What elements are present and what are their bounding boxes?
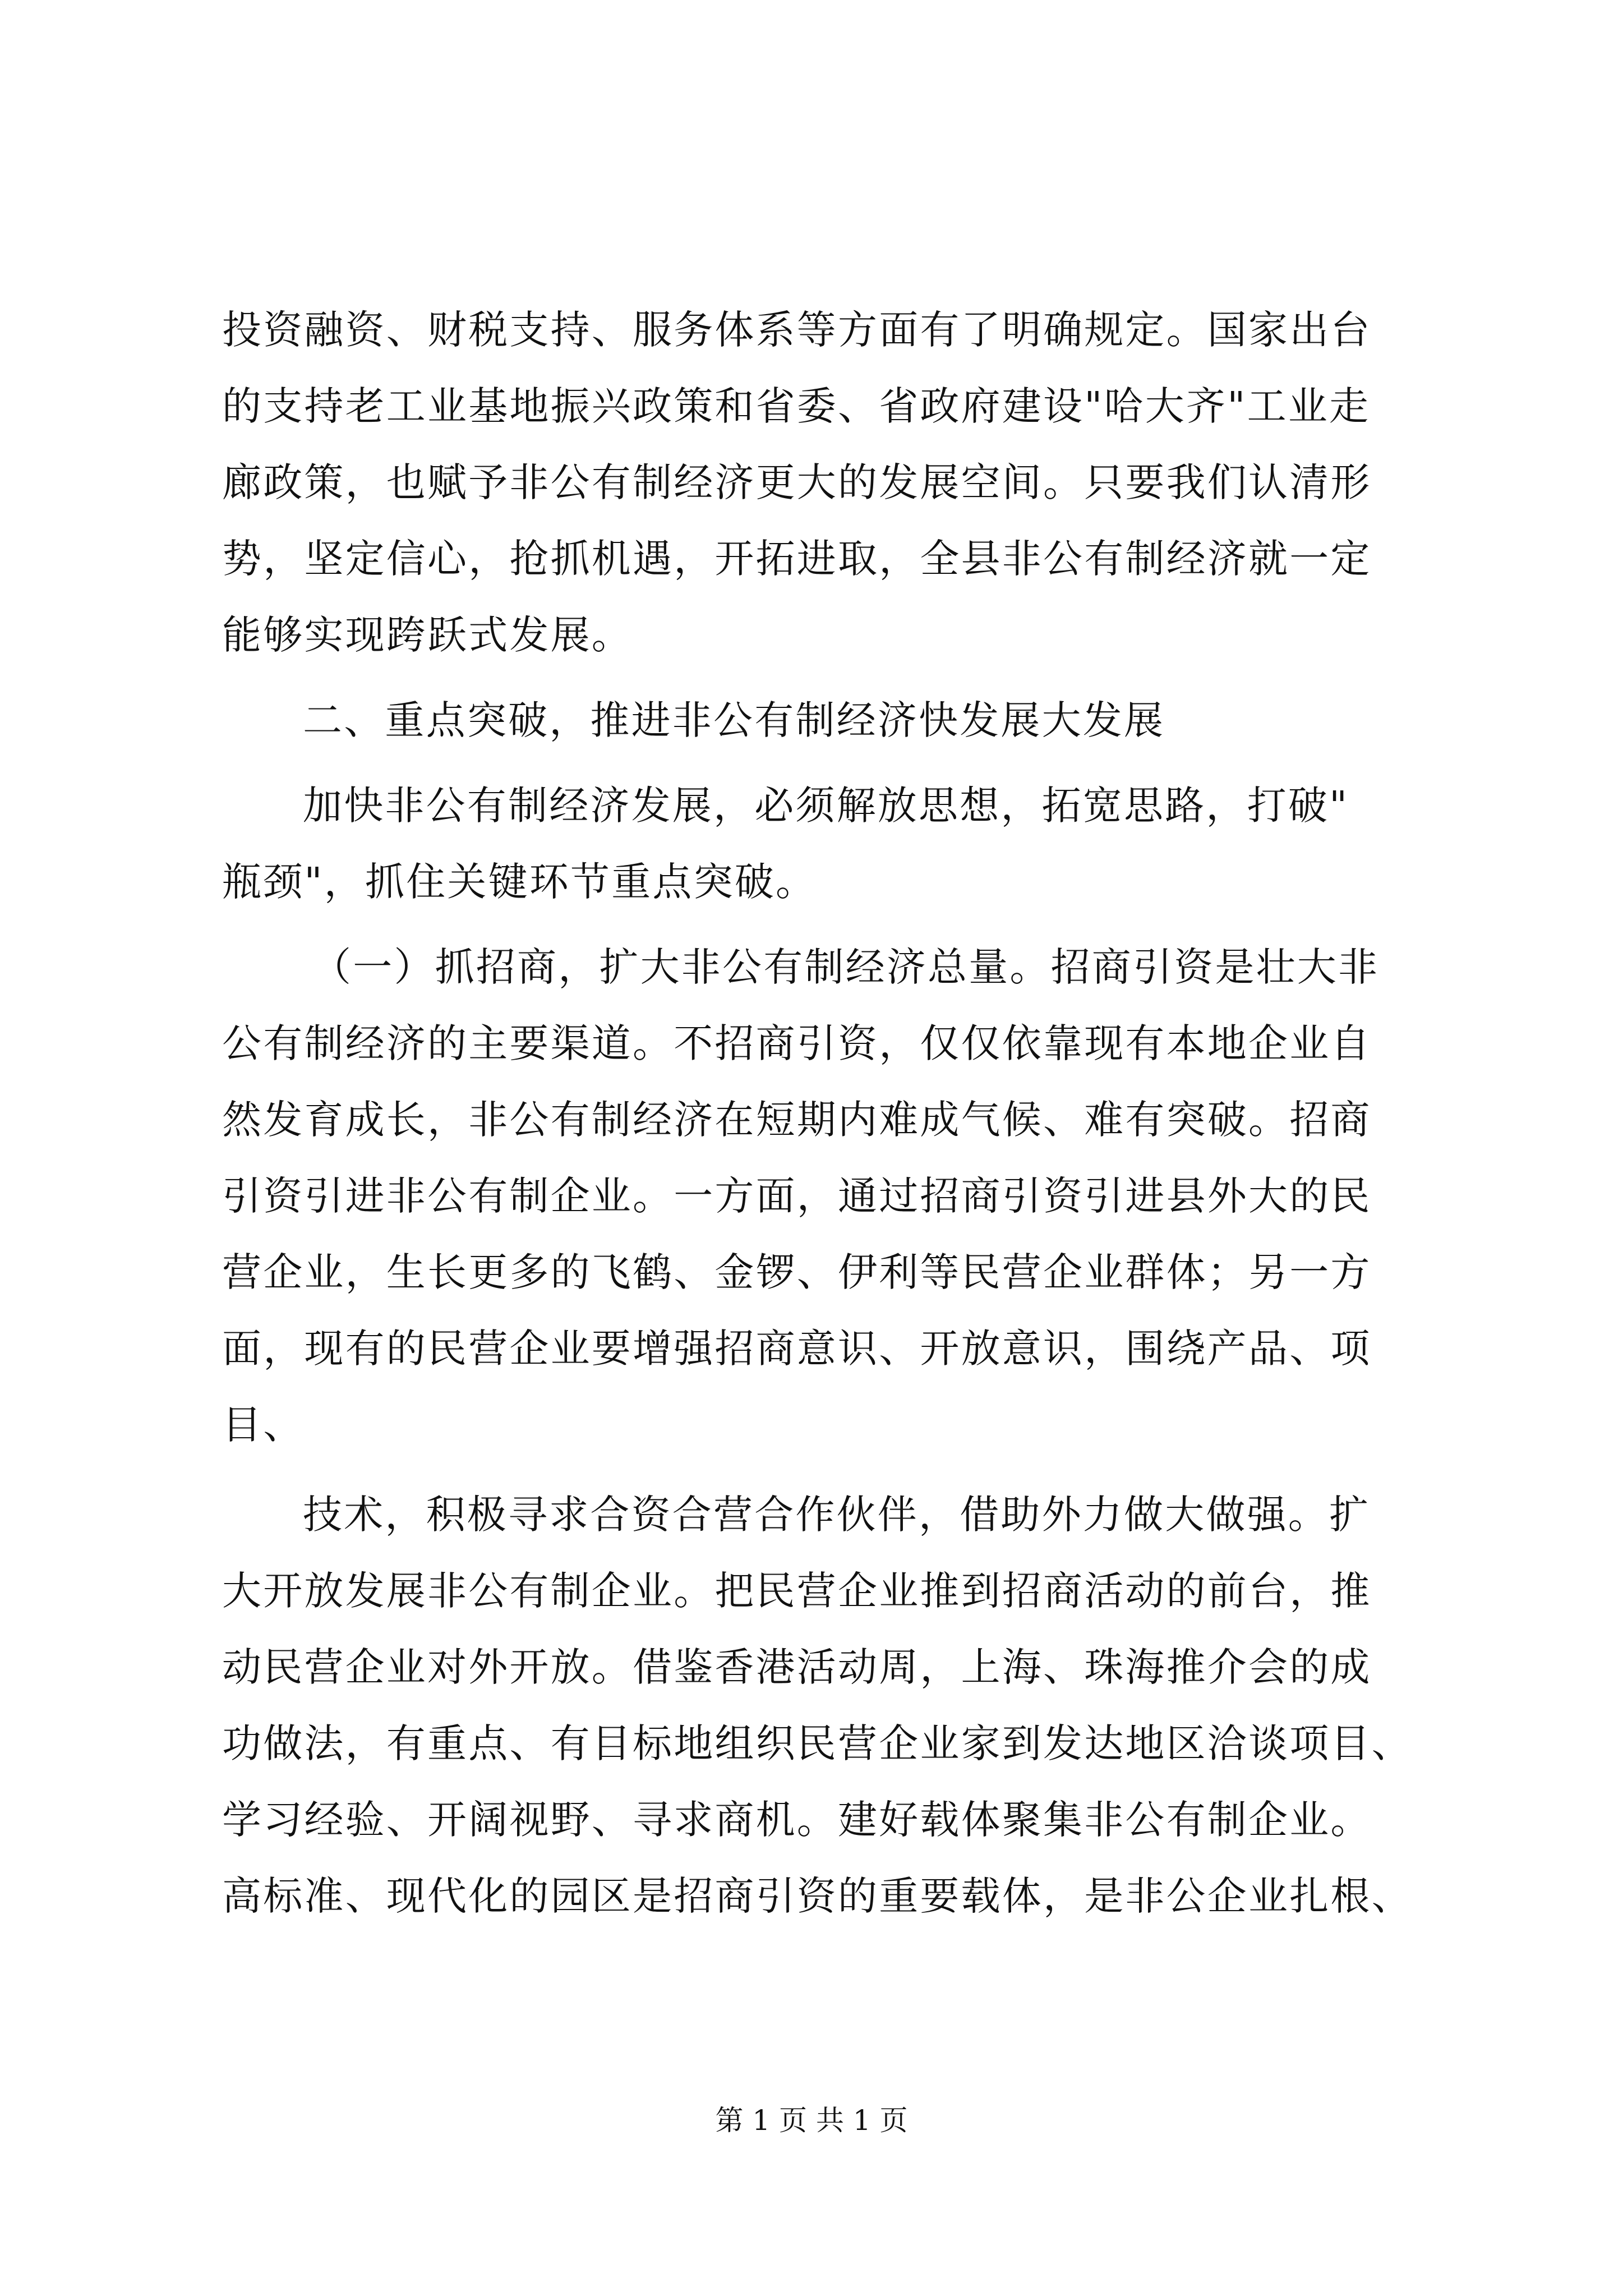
page-number-footer: 第 1 页 共 1 页	[715, 2104, 908, 2137]
section-heading: 二、重点突破，推进非公有制经济快发展大发展	[303, 697, 1165, 743]
text-line: 技术，积极寻求合资合营合作伙伴，借助外力做大做强。扩	[303, 1492, 1371, 1538]
text-line: 营企业，生长更多的飞鹤、金锣、伊利等民营企业群体；另一方	[222, 1249, 1372, 1295]
text-line: 加快非公有制经济发展，必须解放思想，拓宽思路，打破"	[303, 783, 1349, 829]
text-line: 瓶颈"，抓住关键环节重点突破。	[222, 859, 817, 905]
text-line: 学习经验、开阔视野、寻求商机。建好载体聚集非公有制企业。	[222, 1797, 1372, 1843]
text-line: 公有制经济的主要渠道。不招商引资，仅仅依靠现有本地企业自	[222, 1020, 1372, 1066]
text-line: 势，坚定信心，抢抓机遇，开拓进取，全县非公有制经济就一定	[222, 536, 1372, 582]
text-line: 的支持老工业基地振兴政策和省委、省政府建设"哈大齐"工业走	[222, 383, 1371, 429]
subsection-line: （一）抓招商，扩大非公有制经济总量。招商引资是壮大非	[312, 944, 1380, 990]
text-line: 目、	[222, 1402, 305, 1448]
text-line: 引资引进非公有制企业。一方面，通过招商引资引进县外大的民	[222, 1173, 1372, 1219]
text-line: 高标准、现代化的园区是招商引资的重要载体，是非公企业扎根、	[222, 1873, 1413, 1919]
text-line: 大开放发展非公有制企业。把民营企业推到招商活动的前台，推	[222, 1568, 1372, 1614]
text-line: 功做法，有重点、有目标地组织民营企业家到发达地区洽谈项目、	[222, 1720, 1413, 1766]
text-line: 然发育成长，非公有制经济在短期内难成气候、难有突破。招商	[222, 1097, 1372, 1143]
text-line: 廊政策，也赋予非公有制经济更大的发展空间。只要我们认清形	[222, 459, 1372, 505]
text-line: 面，现有的民营企业要增强招商意识、开放意识，围绕产品、项	[222, 1326, 1372, 1372]
document-body	[222, 292, 1422, 1934]
text-line: 能够实现跨跃式发展。	[222, 612, 633, 658]
text-line: 投资融资、财税支持、服务体系等方面有了明确规定。国家出台	[222, 307, 1372, 353]
text-line: 动民营企业对外开放。借鉴香港活动周，上海、珠海推介会的成	[222, 1644, 1372, 1690]
